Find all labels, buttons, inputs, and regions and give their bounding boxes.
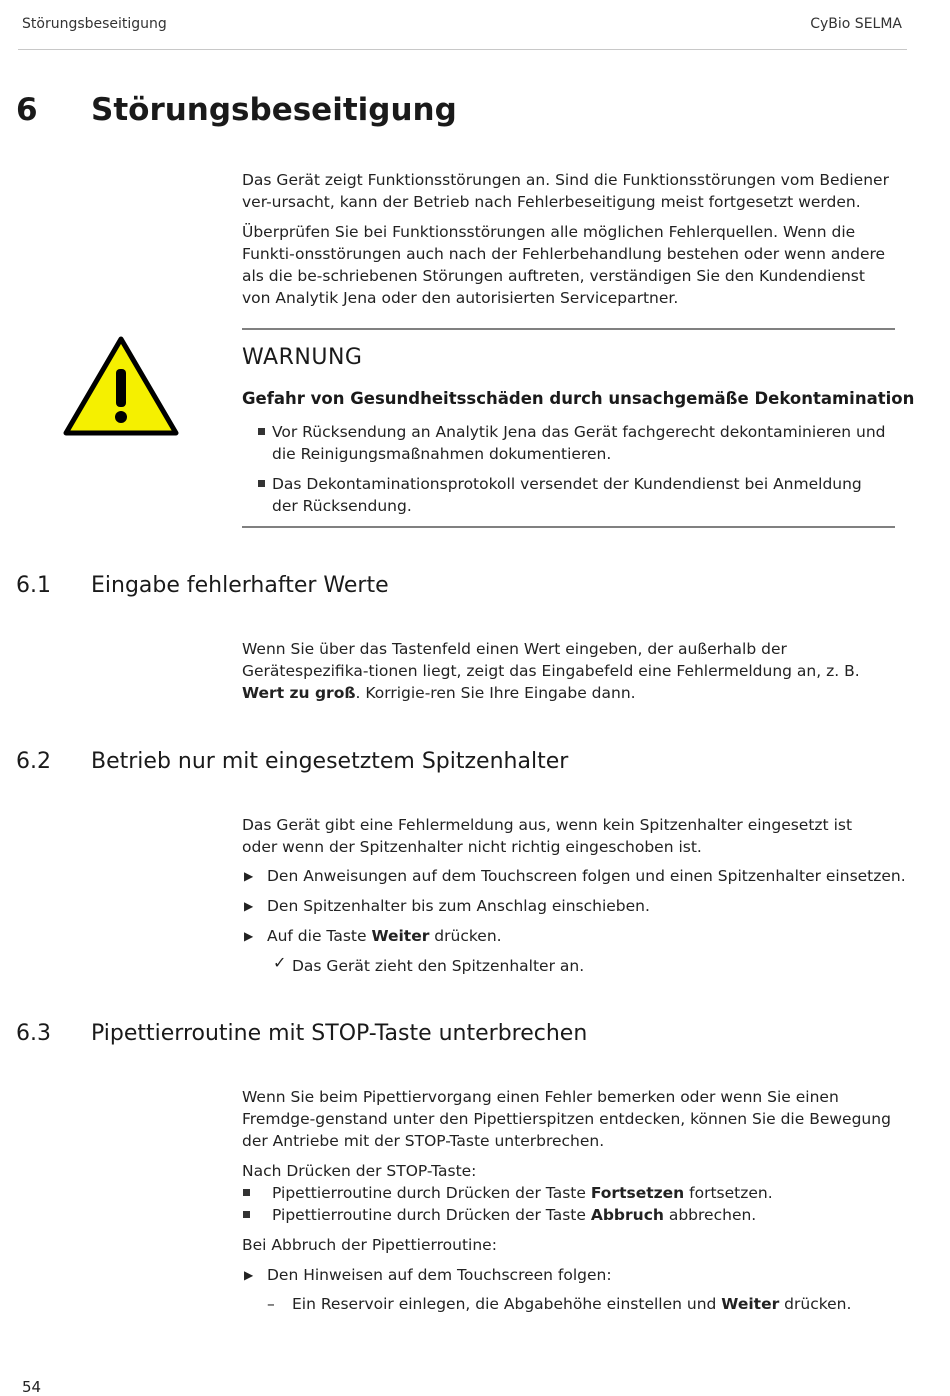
header-divider: [18, 49, 907, 50]
step-3: Auf die Taste Weiter drücken.: [267, 927, 502, 945]
step-2: Den Spitzenhalter bis zum Anschlag einschieben.: [267, 897, 650, 915]
square-bullet: [258, 428, 265, 435]
section-6-2-text: Das Gerät gibt eine Fehlermeldung aus, wenn kein Spitzenhalter eingesetzt ist oder wenn der Spitzenhalter nicht richtig eingeschoben ist.: [242, 816, 853, 856]
warning-item-2: Das Dekontaminationsprotokoll versendet der Kundendienst bei Anmeldung der Rücksendung.: [272, 475, 862, 515]
warning-top-rule: [242, 328, 895, 330]
warning-title: WARNUNG: [242, 345, 363, 370]
step-result: Das Gerät zieht den Spitzenhalter an.: [292, 957, 585, 975]
section-6-1-text: Wenn Sie über das Tastenfeld einen Wert eingeben, der außerhalb der Gerätespezifika-tionen liegt, zeigt das Eingabefeld eine Fehlermeldung an, z. B. Wert zu groß. Korrigie-ren Sie Ihre Eingabe dann.: [242, 640, 860, 702]
section-6-3-text: Wenn Sie beim Pipettiervorgang einen Fehler bemerken oder wenn Sie einen Fremdge-genstand unter den Pipettierspitzen entdecken, können Sie die Bewegung der Antriebe mit der STOP-Taste unterbrechen.: [242, 1088, 891, 1150]
after-stop-label: Nach Drücken der STOP-Taste:: [242, 1162, 477, 1180]
warning-triangle-icon: [62, 335, 180, 437]
running-header-right: CyBio SELMA: [810, 16, 902, 32]
section-title: Pipettierroutine mit STOP-Taste unterbrechen: [91, 1021, 588, 1046]
chapter-title: Störungsbeseitigung: [91, 92, 457, 128]
arrow-right-icon: ▶: [244, 899, 254, 913]
inline-bold: Wert zu groß: [242, 684, 356, 702]
warning-item-1: Vor Rücksendung an Analytik Jena das Gerät fachgerecht dekontaminieren und die Reinigungsmaßnahmen dokumentieren.: [272, 423, 886, 463]
chapter-intro-2: Überprüfen Sie bei Funktionsstörungen alle möglichen Fehlerquellen. Wenn die Funkti-onsstörungen auch nach der Fehlerbehandlung bestehen oder wenn andere als die be-schriebenen Störungen auftreten, verständigen Sie den Kundendienst von Analytik Jena oder den autorisierten Servicepartner.: [242, 223, 886, 307]
section-title: Betrieb nur mit eingesetztem Spitzenhalter: [91, 749, 569, 774]
warning-subtitle: Gefahr von Gesundheitsschäden durch unsachgemäße Dekontamination: [242, 389, 915, 408]
square-bullet: [243, 1189, 250, 1196]
page-number: 54: [22, 1378, 42, 1396]
chapter-number: 6: [16, 92, 38, 128]
running-header-left: Störungsbeseitigung: [22, 16, 167, 32]
checkmark-icon: ✓: [273, 953, 287, 972]
option-abort: Pipettierroutine durch Drücken der Taste Abbruch abbrechen.: [272, 1206, 757, 1224]
arrow-right-icon: ▶: [244, 929, 254, 943]
step-1: Den Anweisungen auf dem Touchscreen folgen und einen Spitzenhalter einsetzen.: [267, 867, 906, 885]
section-number: 6.1: [16, 573, 51, 598]
option-continue: Pipettierroutine durch Drücken der Taste Fortsetzen fortsetzen.: [272, 1184, 773, 1202]
section-number: 6.3: [16, 1021, 51, 1046]
arrow-right-icon: ▶: [244, 1268, 254, 1282]
abort-step-1: Den Hinweisen auf dem Touchscreen folgen:: [267, 1266, 612, 1284]
dash-bullet: –: [267, 1295, 275, 1313]
chapter-intro-1: Das Gerät zeigt Funktionsstörungen an. Sind die Funktionsstörungen vom Bediener ver-ursacht, kann der Betrieb nach Fehlerbeseitigung meist fortgesetzt werden.: [242, 171, 889, 211]
square-bullet: [243, 1211, 250, 1218]
on-abort-label: Bei Abbruch der Pipettierroutine:: [242, 1236, 497, 1254]
square-bullet: [258, 480, 265, 487]
arrow-right-icon: ▶: [244, 869, 254, 883]
abort-substep: Ein Reservoir einlegen, die Abgabehöhe einstellen und Weiter drücken.: [292, 1295, 852, 1313]
section-number: 6.2: [16, 749, 51, 774]
section-title: Eingabe fehlerhafter Werte: [91, 573, 389, 598]
warning-bottom-rule: [242, 526, 895, 528]
